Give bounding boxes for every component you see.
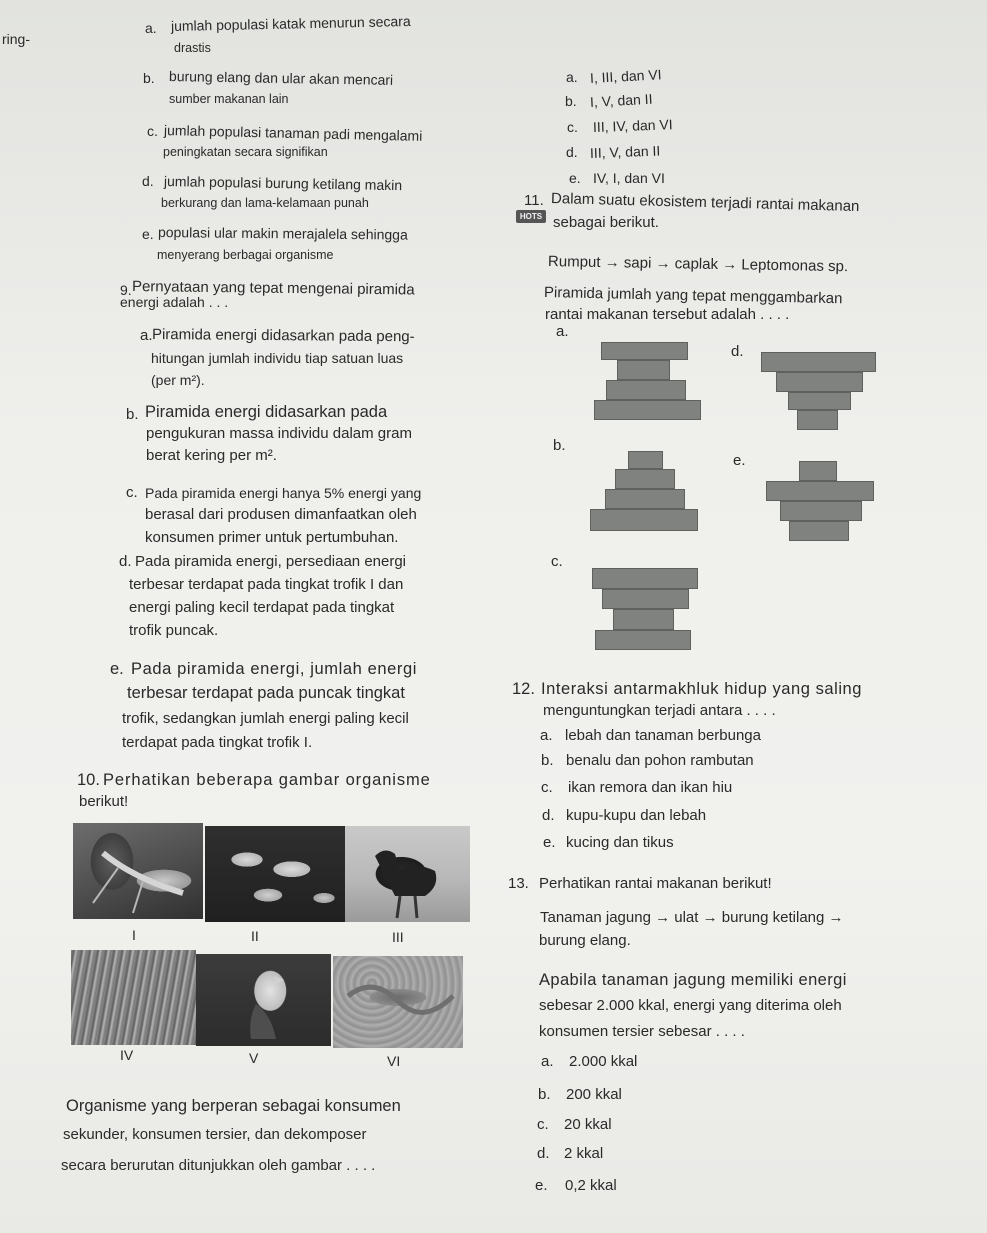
question-stem: Apabila tanaman jagung memiliki energi xyxy=(539,971,847,989)
text-fragment: ring- xyxy=(2,31,31,47)
option-letter: d. xyxy=(119,553,132,570)
pyramid-bar xyxy=(617,360,670,380)
question-stem: energi adalah . . . xyxy=(120,294,229,310)
option-text: III, IV, dan VI xyxy=(592,116,673,135)
option-letter: e. xyxy=(535,1177,548,1194)
pyramid-bar xyxy=(780,501,862,521)
option-text: kupu-kupu dan lebah xyxy=(566,807,707,824)
question-number: 10. xyxy=(77,771,100,789)
option-letter: a. xyxy=(145,20,157,36)
organism-photo-3-rooster xyxy=(345,826,470,922)
option-text: jumlah populasi tanaman padi mengalami xyxy=(163,122,423,144)
option-letter: e. xyxy=(543,834,556,851)
option-text: populasi ular makin merajalela sehingga xyxy=(157,224,408,243)
photo-label-1: I xyxy=(132,927,136,943)
option-text: Pada piramida energi, persediaan energi xyxy=(135,553,407,570)
question-number: 13. xyxy=(508,875,529,892)
option-letter: d. xyxy=(566,144,578,160)
option-letter: e. xyxy=(569,170,581,186)
option-letter: e. xyxy=(733,452,746,469)
option-text: terdapat pada tingkat trofik I. xyxy=(122,734,313,751)
option-letter: e. xyxy=(110,660,124,678)
option-text xyxy=(145,402,483,422)
option-text: peningkatan secara signifikan xyxy=(163,145,328,159)
worm-icon xyxy=(333,956,463,1048)
option-text: (per m²). xyxy=(151,372,205,388)
question-stem: Perhatikan beberapa gambar organisme xyxy=(103,771,431,789)
option-text: kucing dan tikus xyxy=(566,834,674,851)
question-stem: menguntungkan terjadi antara . . . . xyxy=(543,702,776,719)
option-text: drastis xyxy=(174,41,211,55)
option-letter: a. xyxy=(566,69,578,85)
option-text: trofik puncak. xyxy=(129,622,219,639)
option-text: Pada piramida energi hanya 5% energi yang xyxy=(145,485,422,501)
option-text: 2 kkal xyxy=(564,1145,604,1162)
option-text: 0,2 kkal xyxy=(565,1177,617,1194)
question-stem: sebesar 2.000 kkal, energi yang diterima oleh xyxy=(539,997,842,1014)
option-text: jumlah populasi katak menurun secara xyxy=(170,12,411,34)
option-text: terbesar terdapat pada puncak tingkat xyxy=(127,684,405,702)
option-text: Pada piramida energi, jumlah energi xyxy=(131,660,418,678)
question-stem: sebagai berikut. xyxy=(553,214,659,231)
question-number: 9. xyxy=(120,282,132,298)
photo-label-3: III xyxy=(392,929,404,945)
question-stem: Dalam suatu ekosistem terjadi rantai makanan xyxy=(550,190,860,216)
question-number: 11. xyxy=(524,192,544,209)
option-letter: b. xyxy=(565,93,577,109)
question-stem: sekunder, konsumen tersier, dan dekomposer xyxy=(63,1126,367,1143)
question-stem: konsumen tersier sebesar . . . . xyxy=(539,1023,745,1040)
pyramid-bar xyxy=(602,589,689,609)
option-text-line: Piramida energi didasarkan pada xyxy=(145,403,388,421)
pyramid-bar xyxy=(799,461,837,481)
eagle-icon xyxy=(196,954,331,1046)
option-text: konsumen primer untuk pertumbuhan. xyxy=(145,529,399,546)
pyramid-bar xyxy=(789,521,849,541)
option-text: benalu dan pohon rambutan xyxy=(566,752,754,769)
option-text: menyerang berbagai organisme xyxy=(157,248,334,262)
option-text: I, III, dan VI xyxy=(589,66,662,86)
option-letter: d. xyxy=(731,343,744,360)
option-letter: c. xyxy=(551,553,563,570)
pyramid-bar xyxy=(797,410,838,430)
option-text: Piramida energi didasarkan pada peng- xyxy=(151,326,415,346)
option-letter: a. xyxy=(140,327,153,344)
pyramid-bar xyxy=(615,469,675,489)
option-text: IV, I, dan VI xyxy=(593,170,665,186)
organism-photo-5-eagle xyxy=(196,954,331,1046)
option-text: 20 kkal xyxy=(564,1116,612,1133)
food-chain: Rumput → sapi → caplak → Leptomonas sp. xyxy=(547,253,849,276)
question-stem: Perhatikan rantai makanan berikut! xyxy=(539,875,772,892)
photo-label-2: II xyxy=(251,928,259,944)
option-text: berat kering per m². xyxy=(146,447,277,464)
option-letter: b. xyxy=(541,752,554,769)
photo-label-6: VI xyxy=(387,1053,401,1069)
photo-label-5: V xyxy=(249,1050,259,1066)
option-letter: e. xyxy=(142,226,154,242)
pyramid-bar xyxy=(601,342,688,360)
option-text: 2.000 kkal xyxy=(569,1053,638,1070)
option-text: terbesar terdapat pada tingkat trofik I dan xyxy=(129,576,404,593)
pyramid-bar xyxy=(766,481,874,501)
question-number: 12. xyxy=(512,680,535,698)
pyramid-bar xyxy=(776,372,863,392)
pyramid-bar xyxy=(592,568,698,589)
option-letter: b. xyxy=(553,437,566,454)
option-text: lebah dan tanaman berbunga xyxy=(565,727,761,744)
option-letter: d. xyxy=(542,807,555,824)
option-letter: b. xyxy=(143,70,155,86)
pyramid-bar xyxy=(788,392,851,410)
question-stem: Interaksi antarmakhluk hidup yang saling xyxy=(541,680,863,698)
hots-badge: HOTS xyxy=(516,210,546,223)
option-text: berkurang dan lama-kelamaan punah xyxy=(161,196,369,210)
organism-photo-2-mushroom xyxy=(205,826,345,922)
option-letter: a. xyxy=(556,323,569,340)
question-stem: Organisme yang berperan sebagai konsumen xyxy=(66,1097,401,1115)
option-text: I, V, dan II xyxy=(589,90,653,110)
pyramid-bar xyxy=(594,400,701,420)
photo-label-4: IV xyxy=(120,1047,134,1063)
question-stem: berikut! xyxy=(79,793,129,810)
option-letter: b. xyxy=(538,1086,551,1103)
option-letter: d. xyxy=(537,1145,550,1162)
option-text: burung elang dan ular akan mencari xyxy=(168,68,394,88)
option-letter: c. xyxy=(147,123,158,139)
option-letter: b. xyxy=(126,406,139,423)
pyramid-bar xyxy=(613,609,674,630)
pyramid-bar xyxy=(605,489,685,509)
option-letter: d. xyxy=(142,173,154,189)
question-stem: secara berurutan ditunjukkan oleh gambar . . . . xyxy=(61,1157,376,1174)
question-stem: rantai makanan tersebut adalah . . . . xyxy=(545,306,790,323)
organism-photo-1-grasshopper xyxy=(73,823,203,919)
option-text: III, V, dan II xyxy=(589,142,661,161)
option-letter: c. xyxy=(541,779,553,796)
pyramid-bar xyxy=(590,509,698,531)
organism-photo-6-worm xyxy=(333,956,463,1048)
option-letter: a. xyxy=(540,727,553,744)
pyramid-bar xyxy=(628,451,663,469)
option-text: pengukuran massa individu dalam gram xyxy=(146,425,412,442)
food-chain: burung elang. xyxy=(539,932,631,949)
question-stem: Pernyataan yang tepat mengenai piramida xyxy=(131,278,415,299)
pyramid-bar xyxy=(761,352,876,372)
rooster-icon xyxy=(345,826,470,922)
option-letter: c. xyxy=(126,484,138,501)
option-text: jumlah populasi burung ketilang makin xyxy=(163,173,403,194)
option-text: energi paling kecil terdapat pada tingkat xyxy=(129,599,395,616)
option-letter: c. xyxy=(537,1116,549,1133)
option-text: 200 kkal xyxy=(566,1086,622,1103)
grasshopper-icon xyxy=(73,823,203,919)
option-text: berasal dari produsen dimanfaatkan oleh xyxy=(145,506,417,523)
pyramid-bar xyxy=(606,380,686,400)
option-text: sumber makanan lain xyxy=(169,92,289,106)
pyramid-bar xyxy=(595,630,691,650)
option-text: hitungan jumlah individu tiap satuan luas xyxy=(151,350,404,366)
food-chain: Tanaman jagung → ulat → burung ketilang → xyxy=(540,909,844,926)
option-letter: a. xyxy=(541,1053,554,1070)
option-text: trofik, sedangkan jumlah energi paling kecil xyxy=(122,710,409,727)
organism-photo-4-grass xyxy=(71,950,196,1045)
option-text: ikan remora dan ikan hiu xyxy=(568,779,733,796)
option-letter: c. xyxy=(567,119,578,135)
question-stem: Piramida jumlah yang tepat menggambarkan xyxy=(543,284,843,308)
